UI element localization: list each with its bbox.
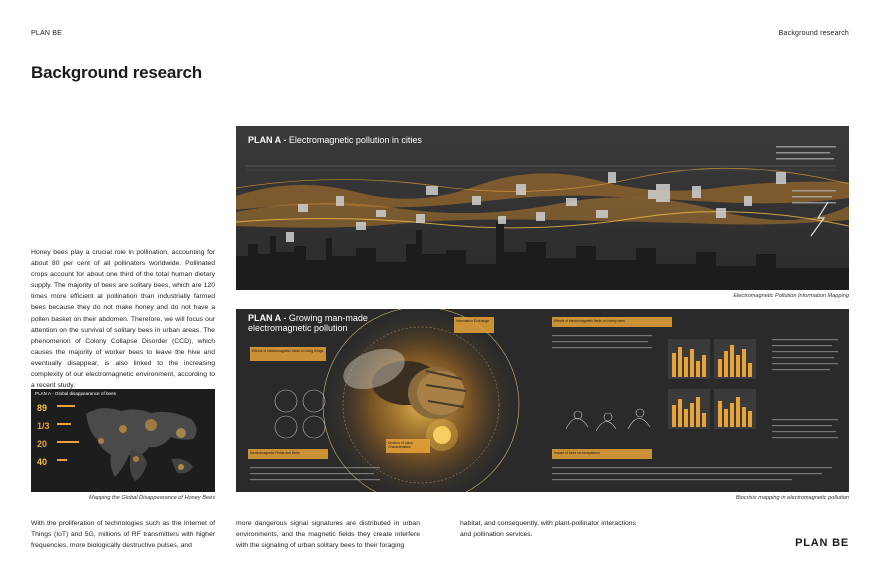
header-right: Background research — [778, 30, 849, 37]
global-bees-figure — [31, 389, 215, 492]
world-map-graphic — [31, 389, 215, 492]
bottom-column-1: With the proliferation of technologies such as the Internet of Things (IoT) and 5G, millions of RF transmitters with higher frequencies, more biologically destructive pulses, and — [31, 520, 215, 550]
global-figure-title: PLAN A - Global disappearance of bees — [35, 391, 116, 396]
label-fields-and-bees: Electromagnetic Fields and Bees — [250, 451, 300, 455]
header-left: PLAN BE — [31, 30, 62, 37]
bees-pollution-figure — [236, 309, 849, 492]
svg-text:40: 40 — [37, 457, 48, 467]
bees-figure-title — [248, 313, 408, 333]
city-figure-caption: Electromagnetic Pollution Information Mapping — [733, 293, 849, 299]
svg-text:89: 89 — [37, 403, 48, 413]
city-skyline-graphic — [236, 126, 849, 290]
label-impact-ecosystems: Impact of bees on ecosystems — [554, 451, 600, 455]
svg-text:20: 20 — [37, 439, 48, 449]
global-figure-caption: Mapping the Global Disappearance of Honey Bees — [89, 495, 215, 501]
bees-figure-caption: Biocrisis mapping in electromagnetic pollution — [735, 495, 849, 501]
city-figure-title — [248, 135, 422, 145]
plan-be-logo: PLAN BE — [795, 537, 849, 549]
svg-text:1/3: 1/3 — [37, 421, 50, 431]
bees-title-strong: PLAN A - — [248, 313, 287, 323]
label-effects-living-things: Effects of electromagnetic fields on living things — [252, 349, 324, 353]
label-division-of-labor: Division of Labor Characteristics — [388, 441, 414, 450]
label-effects-honey-bees: Effects of electromagnetic fields on honey bees — [554, 319, 625, 323]
bottom-column-2: more dangerous signal signatures are distributed in urban environments, and the magnetic fields they create interfere with the signaling of urban solitary bees to their foraging — [236, 520, 420, 550]
bottom-column-3: habitat, and consequently, with plant-pollinator interactions and pollination services. — [460, 520, 636, 539]
intro-paragraph: Honey bees play a crucial role in pollination, accounting for about 80 per cent of all pollinators worldwide. Pollinated crops account for about one third of the total human dietary supply. The majority of bees are solitary bees, which are 120 times more efficient at pollination than industrially farmed bees because they do not make honey and do not have a pollen basket on their abdomen. Therefore, we will focus our attention on the survival of solitary bees in urban areas. The phenomenon of Colony Collapse Disorder (CCD), which causes the majority of worker bees to leave the hive and eventually disappear, is also linked to the increasing complexity of our electromagnetic environment, according to a recent study. — [31, 249, 215, 390]
bees-title-rest: Growing man-made electromagnetic pollution — [248, 313, 368, 333]
page-title: Background research — [31, 63, 202, 82]
city-title-strong: PLAN A - — [248, 135, 287, 145]
city-title-rest: Electromagnetic pollution in cities — [286, 135, 422, 145]
city-pollution-figure — [236, 126, 849, 290]
bee-diagram-graphic — [236, 309, 849, 492]
label-information-exchange: Information Exchange — [456, 319, 489, 323]
